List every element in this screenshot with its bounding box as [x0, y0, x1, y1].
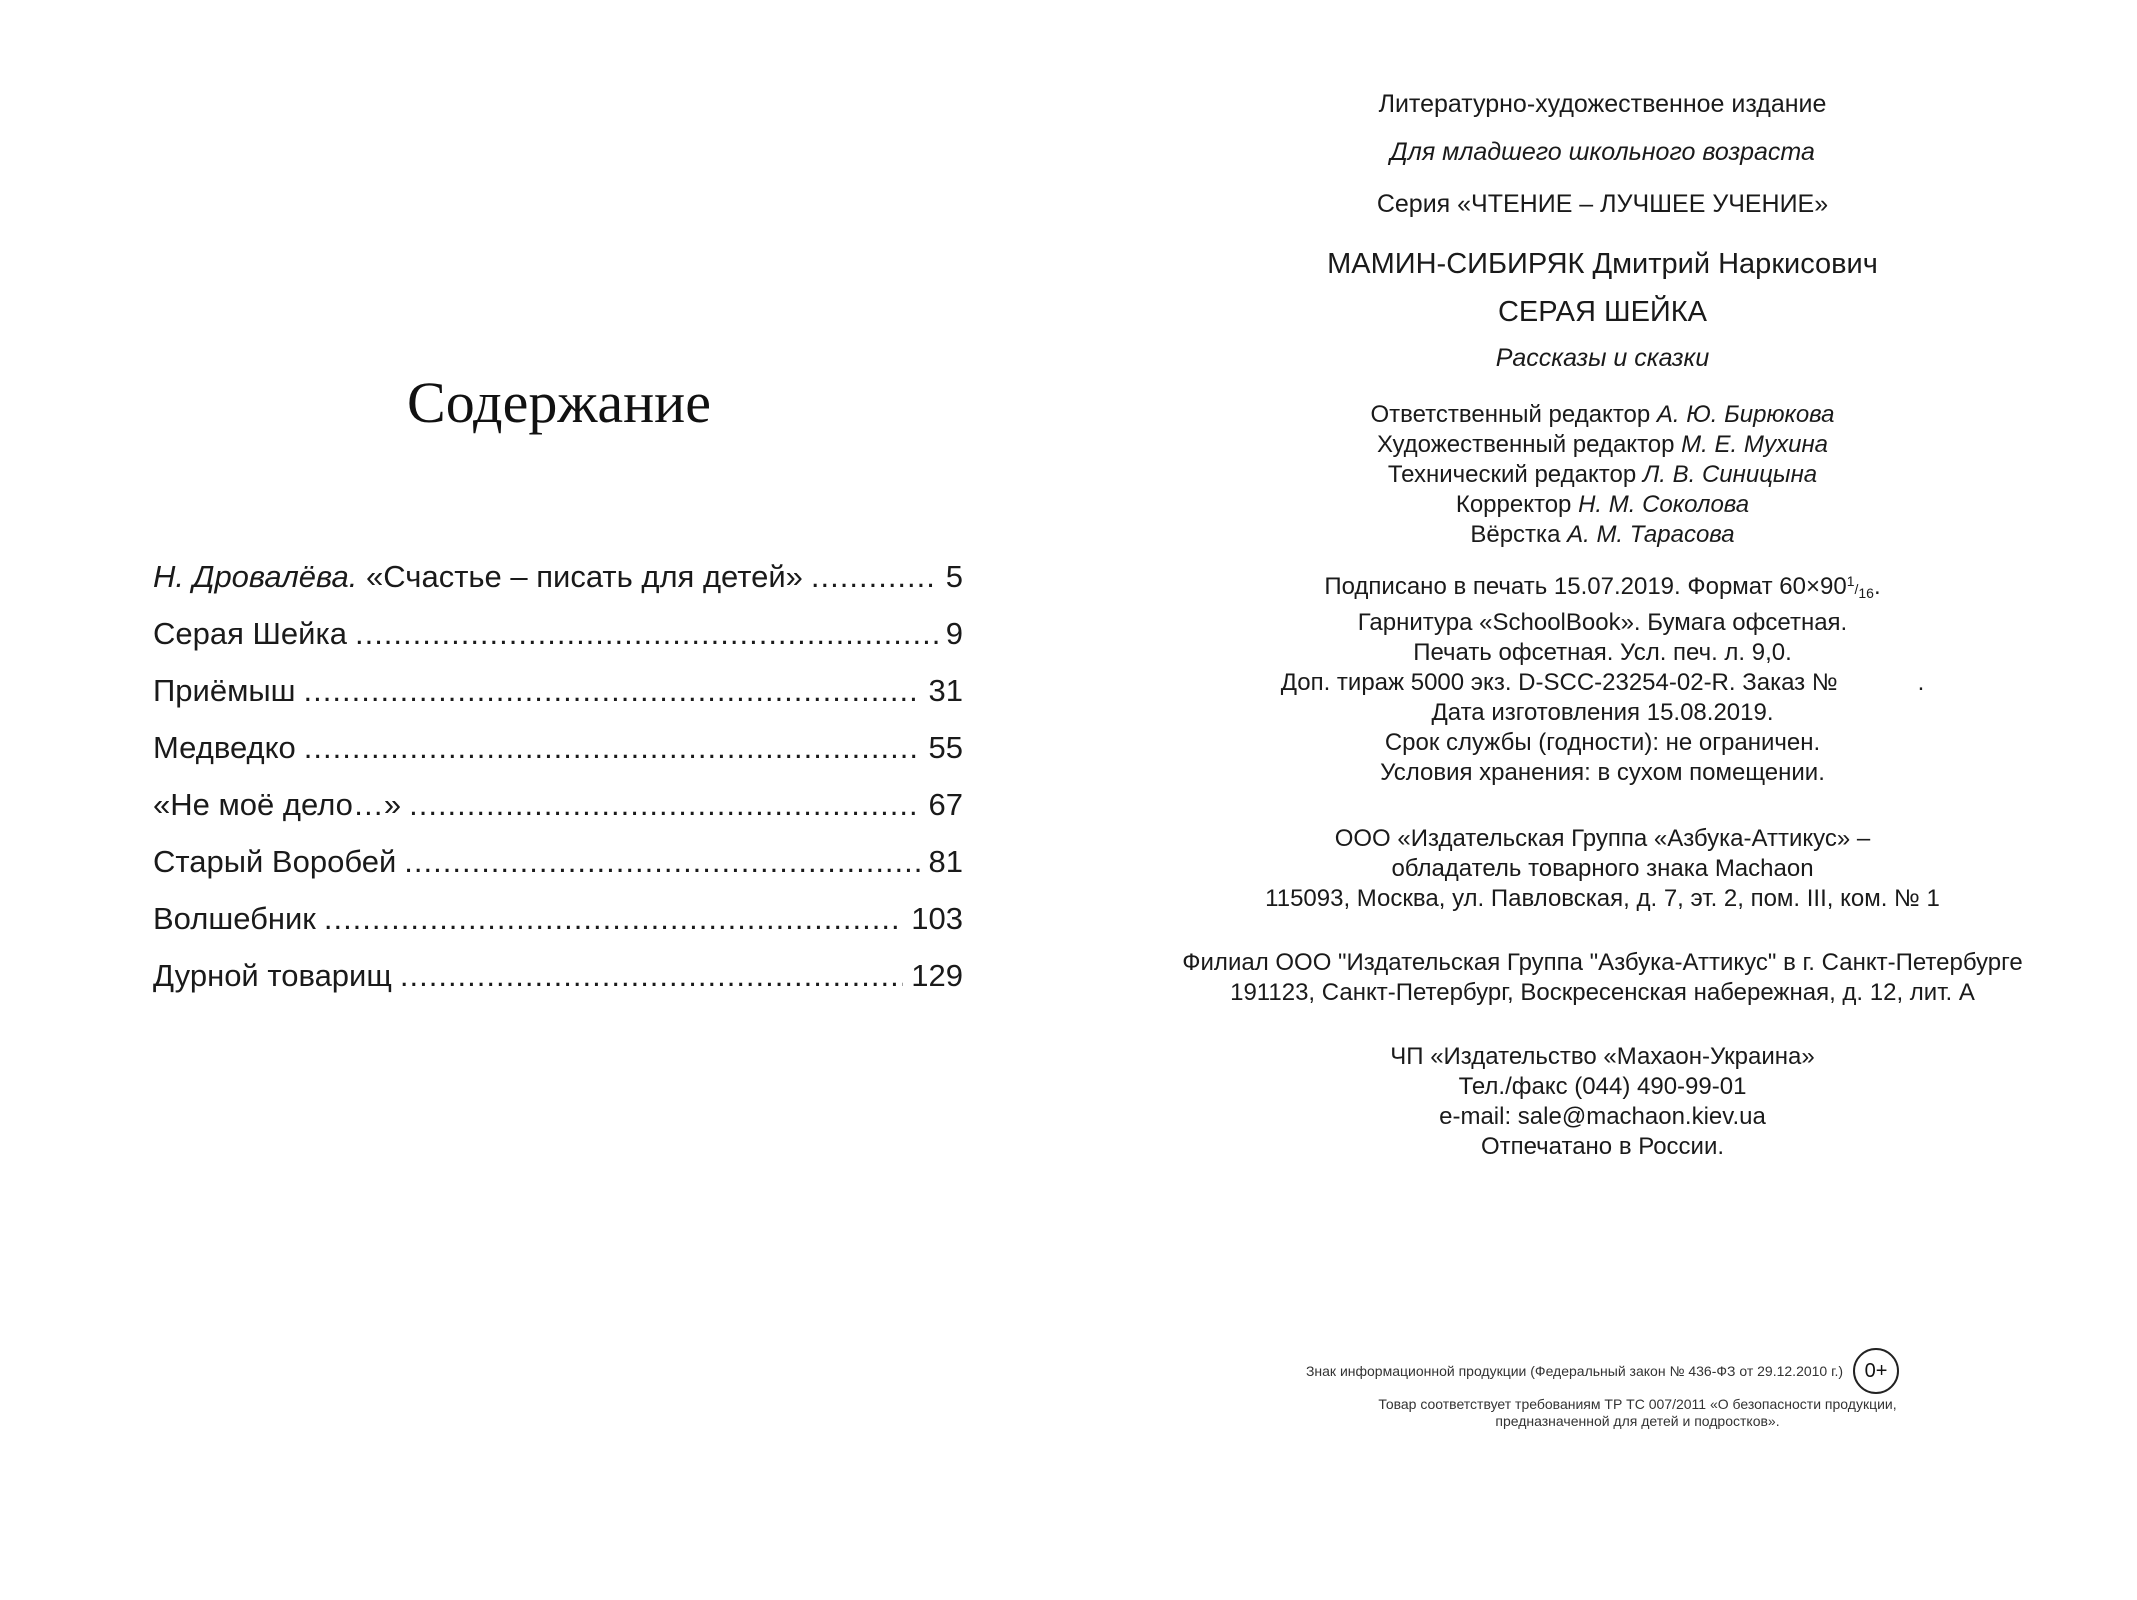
distributor-line: Тел./факс (044) 490-99-01 — [1458, 1073, 1747, 1100]
contents-entry-title: «Счастье – писать для детей» — [366, 559, 803, 594]
leader-dots — [304, 662, 921, 719]
contents-entry[interactable] — [153, 776, 963, 833]
contents-entry-page: 31 — [928, 673, 963, 708]
manufacture-date: Дата изготовления 15.08.2019. — [1431, 699, 1774, 726]
contents-entry-page: 5 — [945, 559, 963, 594]
staff-role: Корректор — [1455, 491, 1572, 518]
staff-role: Технический редактор — [1387, 461, 1637, 488]
contents-entry-page: 81 — [928, 844, 963, 879]
book-title: СЕРАЯ ШЕЙКА — [1497, 296, 1708, 328]
contents-entry-page: 103 — [911, 901, 963, 936]
distributor-line: ЧП «Издательство «Махаон-Украина» — [1390, 1043, 1815, 1070]
right-page — [1068, 0, 2137, 1600]
format-fraction: 1/16 — [1846, 573, 1874, 601]
staff-line — [1068, 460, 2137, 490]
editorial-staff — [1068, 400, 2137, 550]
staff-line — [1068, 400, 2137, 430]
contents-entry[interactable] — [153, 890, 963, 947]
contents-entry-page: 67 — [928, 787, 963, 822]
leader-dots — [355, 605, 938, 662]
print-details — [1068, 566, 2137, 788]
contents-list — [153, 548, 963, 1004]
print-run: Доп. тираж 5000 экз. D-SCC-23254-02-R. Заказ № . — [1280, 669, 1925, 696]
contents-entry[interactable] — [153, 833, 963, 890]
print-signed-line — [1068, 566, 2137, 608]
contents-entry-title: Приёмыш — [153, 673, 296, 708]
leader-dots — [811, 548, 938, 605]
contents-entry-page: 9 — [945, 616, 963, 651]
staff-role: Вёрстка — [1470, 521, 1561, 548]
staff-line — [1068, 520, 2137, 550]
age-group: Для младшего школьного возраста — [1390, 138, 1815, 166]
format-denominator: 16 — [1858, 585, 1874, 601]
contents-entry-text — [153, 548, 803, 605]
contents-entry-title: Волшебник — [153, 901, 316, 936]
contents-entry[interactable] — [153, 719, 963, 776]
branch-line: Филиал ООО "Издательская Группа "Азбука-Аттикус" в г. Санкт-Петербурге — [1182, 949, 2023, 976]
book-author: МАМИН-СИБИРЯК Дмитрий Наркисович — [1327, 248, 1878, 280]
contents-entry-title: Медведко — [153, 730, 296, 765]
contents-entry-title: Дурной товарищ — [153, 958, 392, 993]
staff-role: Художественный редактор — [1376, 431, 1675, 458]
print-signed-end: . — [1873, 573, 1881, 600]
ukraine-distributor — [1068, 1042, 2137, 1102]
age-rating-badge: 0+ — [1853, 1348, 1899, 1394]
staff-name: Л. В. Синицына — [1642, 461, 1818, 488]
contents-entry[interactable] — [153, 947, 963, 1004]
edition-genre: Литературно-художественное издание — [1378, 90, 1827, 118]
contact-email[interactable]: e-mail: sale@machaon.kiev.ua — [1439, 1103, 1766, 1130]
print-typeface: Гарнитура «SchoolBook». Бумага офсетная. — [1357, 609, 1848, 636]
contents-entry[interactable] — [153, 605, 963, 662]
staff-line — [1068, 430, 2137, 460]
leader-dots — [409, 776, 920, 833]
contents-entry[interactable] — [153, 662, 963, 719]
staff-name: А. М. Тарасова — [1567, 521, 1735, 548]
contents-title: Содержание — [407, 370, 711, 435]
branch-info — [1068, 948, 2137, 1008]
leader-dots — [400, 947, 903, 1004]
legal-notice — [1068, 1348, 2137, 1430]
left-page — [0, 0, 1068, 1600]
contents-entry-page: 55 — [928, 730, 963, 765]
staff-name: М. Е. Мухина — [1681, 431, 1829, 458]
printed-in: Отпечатано в России. — [1480, 1133, 1725, 1160]
publisher-line: обладатель товарного знака Machaon — [1391, 855, 1814, 882]
publisher-line: 115093, Москва, ул. Павловская, д. 7, эт. 2, пом. III, ком. № 1 — [1265, 885, 1940, 912]
contents-entry-author: Н. Дровалёва. — [153, 559, 358, 594]
contents-entry-title: Серая Шейка — [153, 616, 347, 651]
contents-entry-page: 129 — [911, 958, 963, 993]
info-sign-row — [1068, 1348, 2137, 1394]
compliance-line: предназначенной для детей и подростков». — [1495, 1413, 1780, 1429]
imprint-block — [1068, 88, 2137, 1162]
print-signed: Подписано в печать 15.07.2019. Формат 60×90 — [1324, 573, 1847, 600]
print-method: Печать офсетная. Усл. печ. л. 9,0. — [1413, 639, 1792, 666]
branch-line: 191123, Санкт-Петербург, Воскресенская набережная, д. 12, лит. А — [1230, 979, 1975, 1006]
publisher-info — [1068, 824, 2137, 914]
staff-name: А. Ю. Бирюкова — [1656, 401, 1835, 428]
staff-role: Ответственный редактор — [1370, 401, 1651, 428]
book-subtitle: Рассказы и сказки — [1495, 344, 1710, 372]
shelf-life: Срок службы (годности): не ограничен. — [1384, 729, 1821, 756]
info-sign-text: Знак информационной продукции (Федеральный закон № 436-ФЗ от 29.12.2010 г.) — [1305, 1362, 1844, 1379]
contents-entry-title: «Не моё дело…» — [153, 787, 402, 822]
format-numerator: 1 — [1846, 573, 1855, 589]
contents-entry[interactable] — [153, 548, 963, 605]
leader-dots — [404, 833, 920, 890]
leader-dots — [324, 890, 903, 947]
staff-name: Н. М. Соколова — [1578, 491, 1750, 518]
contents-entry-title: Старый Воробей — [153, 844, 397, 879]
staff-line — [1068, 490, 2137, 520]
storage-conditions: Условия хранения: в сухом помещении. — [1380, 759, 1825, 786]
series-name: Серия «ЧТЕНИЕ – ЛУЧШЕЕ УЧЕНИЕ» — [1376, 190, 1829, 218]
leader-dots — [304, 719, 921, 776]
publisher-line: ООО «Издательская Группа «Азбука-Аттикус» – — [1334, 825, 1871, 852]
compliance-text — [1068, 1396, 2137, 1430]
compliance-line: Товар соответствует требованиям ТР ТС 007/2011 «О безопасности продукции, — [1378, 1396, 1897, 1412]
